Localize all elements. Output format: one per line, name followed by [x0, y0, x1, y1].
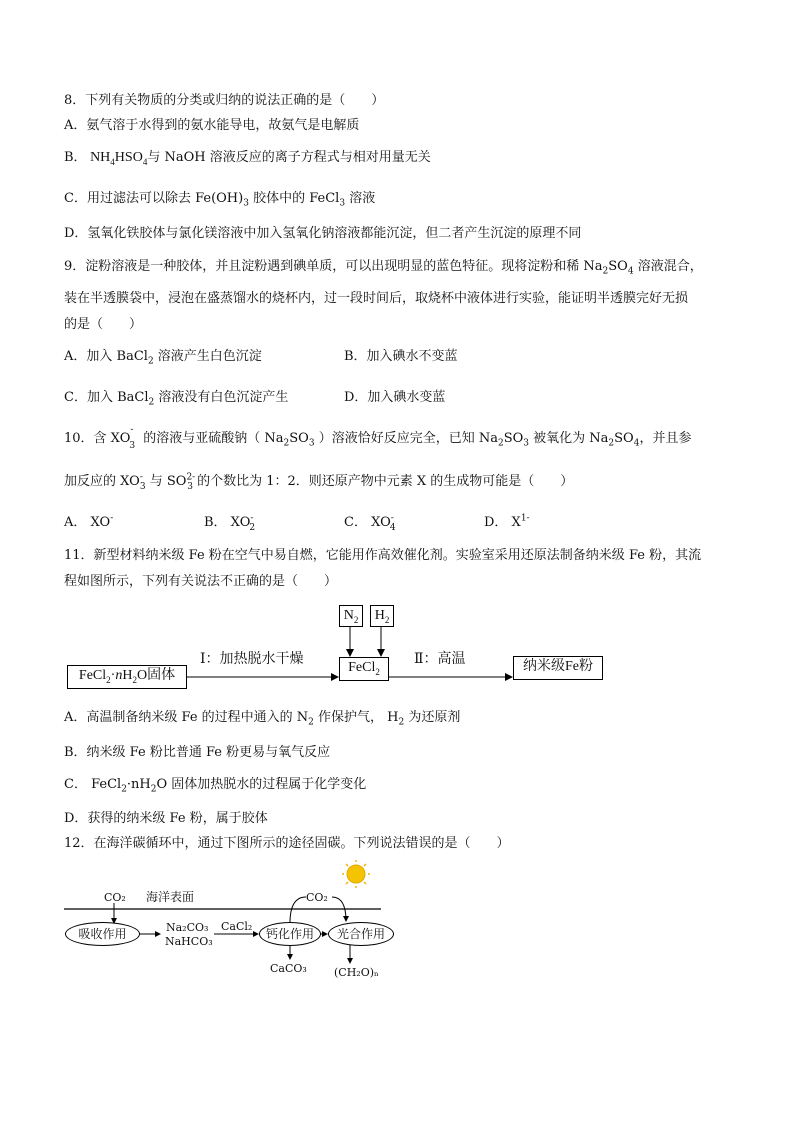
- q9-option-a: A．加入 BaCl$_2$ 溶液产生白色沉淀: [64, 349, 262, 367]
- q9-stem-line3: 的是（ ）: [64, 317, 143, 332]
- node-absorb: 吸收作用: [65, 922, 140, 946]
- sun-icon: [342, 860, 370, 888]
- q11-option-a: A．高温制备纳米级 Fe 的过程中通入的 $N_2$ 作保护气， $H_2$ 为还原剂: [64, 710, 461, 728]
- node-photosynthesis: 光合作用: [328, 922, 394, 946]
- label-co2-top: CO₂: [306, 891, 328, 904]
- q9-option-c: C．加入 BaCl$_2$ 溶液没有白色沉淀产生: [64, 390, 289, 408]
- q11-option-b: B．纳米级 Fe 粉比普通 Fe 粉更易与氧气反应: [64, 745, 331, 760]
- q11-stem-line2: 程如图所示，下列有关说法不正确的是（ ）: [64, 574, 338, 589]
- q8-option-a: A．氨气溶于水得到的氨水能导电，故氨气是电解质: [64, 118, 360, 133]
- label-co2-left: CO₂: [104, 891, 126, 904]
- label-caco3: CaCO₃: [270, 962, 307, 975]
- flow-box-start: $FeCl_2\cdot nH_2O$固体: [67, 665, 187, 689]
- q10-option-b: B． $XO^-_2$: [204, 513, 256, 533]
- flow-box-h2: $H_2$: [370, 605, 394, 627]
- q8-stem: 8．下列有关物质的分类或归纳的说法正确的是（ ）: [64, 93, 385, 108]
- q10-option-a: A． XO-: [64, 513, 114, 530]
- flow-box-fecl2: FeCl$_2$: [339, 657, 389, 681]
- flow-box-end: 纳米级Fe粉: [513, 656, 603, 680]
- q9-option-d: D．加入碘水变蓝: [344, 390, 446, 405]
- label-na2co3: Na₂CO₃: [166, 921, 209, 934]
- q9-stem-line1: 9．淀粉溶液是一种胶体，并且淀粉遇到碘单质，可以出现明显的蓝色特征。现将淀粉和稀 $Na_2SO_4$ 溶液混合，: [64, 259, 703, 277]
- q8-option-b: B． $NH_4HSO_4$与 NaOH 溶液反应的离子方程式与相对用量无关: [64, 150, 431, 167]
- q9-stem-line2: 装在半透膜袋中，浸泡在盛蒸馏水的烧杯内，过一段时间后，取烧杯中液体进行实验，能证明半透膜完好无损: [64, 291, 689, 306]
- q10-option-d: D． $X^{1-}$: [484, 513, 530, 530]
- arrow-co2-release: [290, 897, 306, 923]
- q9-option-b: B．加入碘水不变蓝: [344, 349, 458, 364]
- q8-option-c: C．用过滤法可以除去 $Fe(OH)_3$ 胶体中的 FeCl$_3$ 溶液: [64, 191, 376, 209]
- label-ch2o: (CH₂O)ₙ: [334, 966, 379, 979]
- label-ocean-surface: 海洋表面: [146, 890, 195, 904]
- flow-box-n2: $N_2$: [339, 605, 363, 627]
- q11-option-d: D．获得的纳米级 Fe 粉，属于胶体: [64, 811, 268, 826]
- q11-option-c: C． $FeCl_2\cdot nH_2O$ 固体加热脱水的过程属于化学变化: [64, 777, 367, 795]
- q8-option-d: D．氢氧化铁胶体与氯化镁溶液中加入氢氧化钠溶液都能沉淀，但二者产生沉淀的原理不同: [64, 226, 582, 241]
- label-nahco3: NaHCO₃: [165, 935, 213, 948]
- flow-label-step1: Ⅰ：加热脱水干燥: [200, 651, 304, 667]
- flow-label-step2: Ⅱ：高温: [414, 651, 466, 667]
- q12-stem: 12．在海洋碳循环中，通过下图所示的途径固碳。下列说法错误的是（ ）: [64, 836, 510, 851]
- q10-stem-line1: 10．含 $XO^-_3$ 的溶液与亚硫酸钠（ $Na_2SO_3$ ）溶液恰好反应完全，已知 $Na_2SO_3$ 被氧化为 $Na_2SO_4$，并且参: [64, 424, 692, 451]
- q10-option-c: C． $XO^-_4$: [344, 513, 396, 533]
- label-cacl2: CaCl₂: [221, 920, 253, 933]
- q10-stem-line2: 加反应的 $XO^-_3$ 与 $SO^{2-}_3$ 的个数比为 1：2．则还原产物中元素 X 的生成物可能是（ ）: [64, 472, 574, 492]
- q11-stem-line1: 11．新型材料纳米级 Fe 粉在空气中易自燃，它能用作高效催化剂。实验室采用还原法制备纳米级 Fe 粉，其流: [64, 548, 702, 563]
- node-calcify: 钙化作用: [259, 922, 321, 946]
